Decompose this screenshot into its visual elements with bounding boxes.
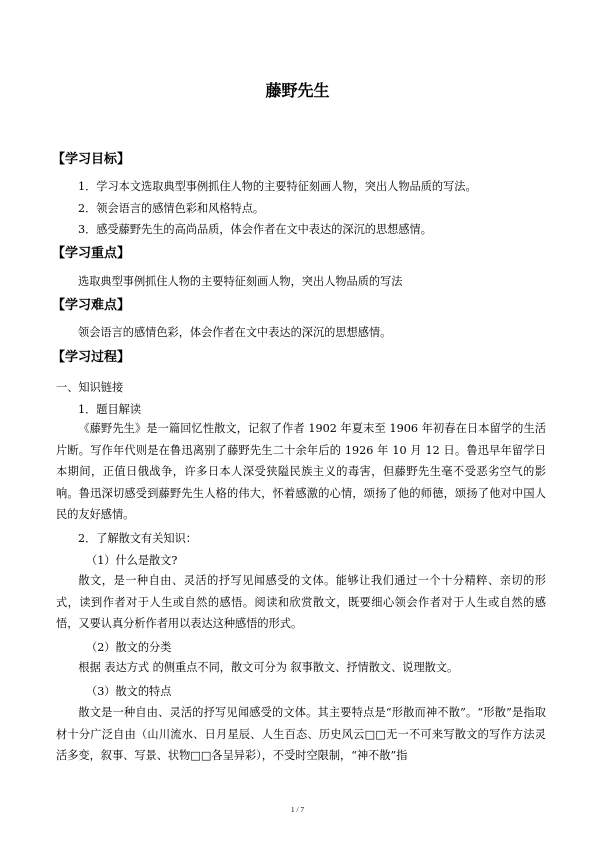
goal-item-3: 3．感受藤野先生的高尚品质，体会作者在文中表达的深沉的思想感情。 — [78, 223, 432, 236]
goals-heading: 【学习目标】 — [52, 152, 131, 167]
goal-item-1: 1．学习本文选取典型事例抓住人物的主要特征刻画人物，突出人物品质的写法。 — [78, 180, 477, 193]
paragraph-prose-types: 根据 表达方式 的侧重点不同，散文可分为 叙事散文、抒情散文、说理散文。 — [78, 661, 459, 674]
paragraph-prose-features: 散文是一种自由、灵活的抒写见闻感受的文体。其主要特点是“形散而神不散”。“形散”是指取材十分广泛自由（山川流水、日月星辰、人生百态、历史风云□□无一不可来写散文的写作方法灵活多变，叙事、写景、状物□□各呈异彩），不受时空限制，“神不散”指 — [56, 706, 546, 762]
part-knowledge-link: 一、知识链接 — [56, 381, 124, 394]
difficulties-heading: 【学习难点】 — [52, 298, 131, 313]
key-points-text: 选取典型事例抓住人物的主要特征刻画人物，突出人物品质的写法 — [78, 275, 403, 288]
question-what-is-prose: （1）什么是散文? — [86, 554, 178, 567]
key-points-heading: 【学习重点】 — [52, 246, 131, 261]
sub-title-interpretation: 1．题目解读 — [78, 403, 142, 416]
process-heading: 【学习过程】 — [52, 350, 131, 365]
paragraph-what-is-prose: 散文，是一种自由、灵活的抒写见闻感受的文体。能够让我们通过一个十分精粹、亲切的形式，读到作者对于人生或自然的感悟。阅读和欣赏散文，既要细心领会作者对于人生或自然的感悟，又要认真分析作者用以表达这种感悟的形式。 — [56, 574, 546, 630]
paragraph-interpretation: 《藤野先生》是一篇回忆性散文，记叙了作者 1902 年夏末至 1906 年初春在日本留学的生活片断。写作年代则是在鲁迅离别了藤野先生二十余年后的 1926 年 10 月 12 日。鲁迅早年留学日本期间，正值日俄战争，许多日本人深受狭隘民族主义的毒害，但藤野先生毫不受恶劣空气的影响。鲁迅深切感受到藤野先生人格的伟大，怀着感激的心情，颂扬了他的师德，颂扬了他对中国人民的友好感情。 — [56, 422, 546, 521]
difficulties-text: 领会语言的感情色彩，体会作者在文中表达的深沉的思想感情。 — [78, 326, 392, 339]
goal-item-2: 2．领会语言的感情色彩和风格特点。 — [78, 202, 265, 215]
question-prose-features: （3）散文的特点 — [86, 685, 172, 698]
sub-prose-knowledge: 2．了解散文有关知识： — [78, 532, 197, 545]
page-number: 1 / 7 — [290, 805, 305, 814]
page-title: 藤野先生 — [265, 81, 330, 100]
question-prose-types: （2）散文的分类 — [86, 641, 172, 654]
